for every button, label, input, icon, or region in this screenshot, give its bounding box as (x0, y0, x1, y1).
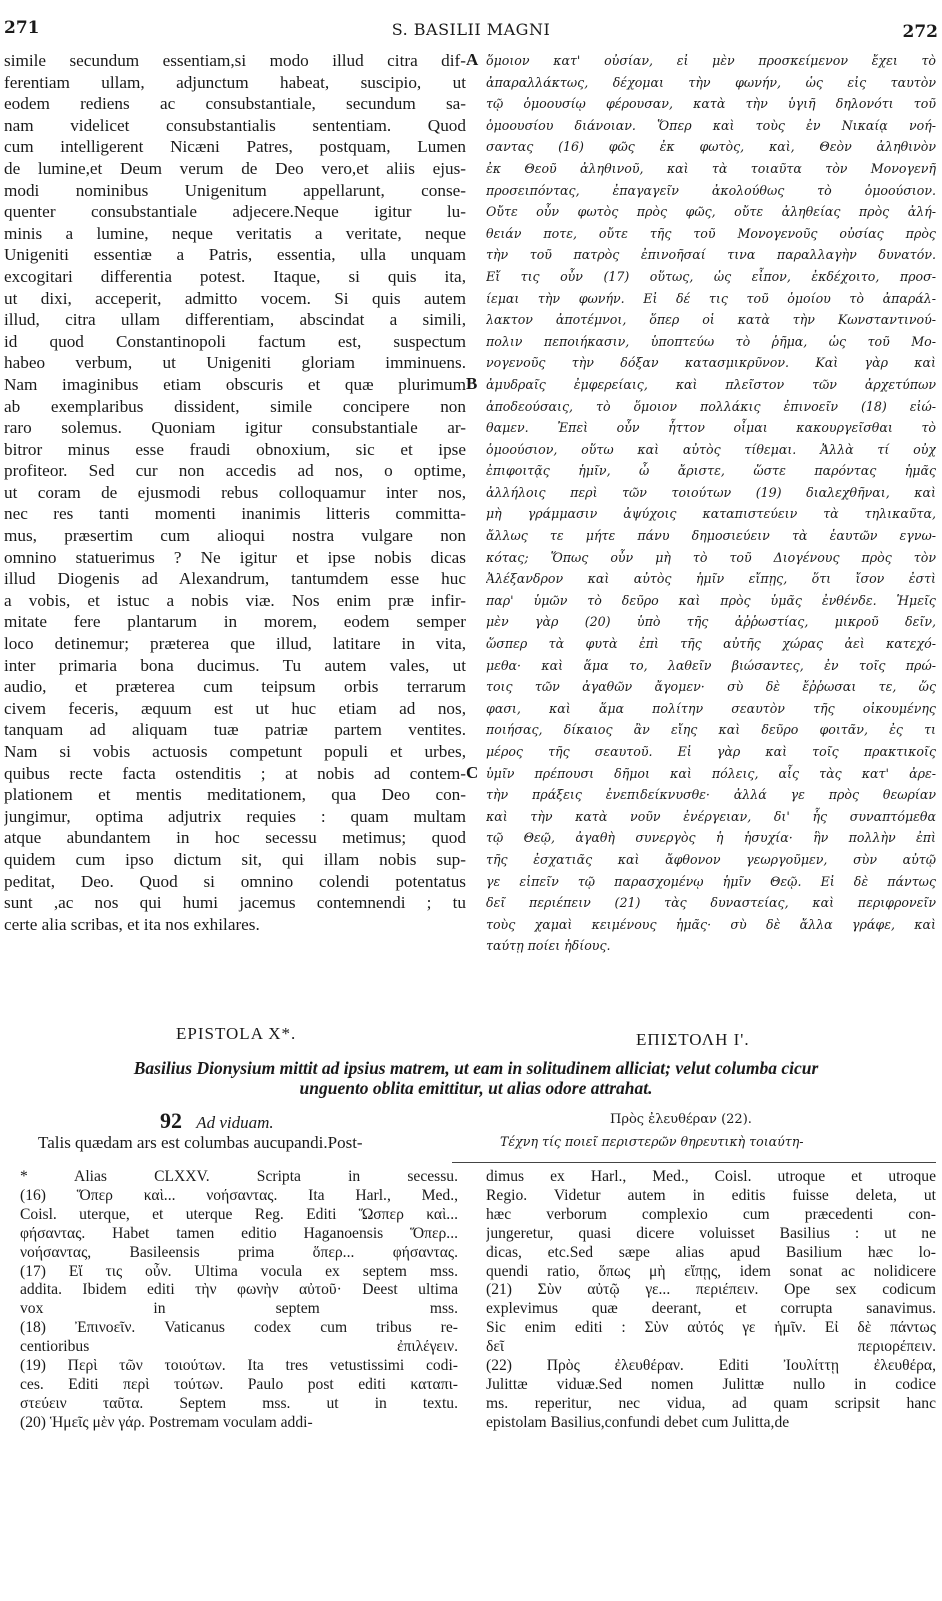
summary-line: unguento oblita emittitur, ut alias odore attrahat. (299, 1078, 653, 1098)
greek-text-line: ἐκ Θεοῦ ἀληθινοῦ, καὶ τὰ τοιαῦτα τὸν Μονογενῆ (486, 160, 936, 176)
greek-text-line: δεῖ περιέπειν (21) τὰς δυναστείας, καὶ περιφρονεῖν (486, 895, 936, 911)
greek-text-line: μὲν γὰρ (20) ὑπὸ τῆς ἀῤῥωστίας, μικροῦ δεῖν, (486, 614, 936, 630)
footnote-line: (16) Ὅπερ καὶ... νοήσαντας. Ita Harl., Med., (20, 1186, 458, 1204)
greek-text-line: ἀπαραλλάκτως, δέχομαι τὴν φωνήν, ὡς εἰς ταυτὸν (486, 74, 936, 90)
latin-epistle-title: EPISTOLA X*. (176, 1024, 297, 1043)
greek-text-line: τῆς ἐσχατιᾶς καὶ ἄφθονον γεωργοῦμεν, σὺν αὐτῷ (486, 851, 936, 867)
latin-text-line: mitate fere plantarum in morem, eodem semper (4, 612, 466, 632)
footnote-line: * Alias CLXXV. Scripta in secessu. (20, 1168, 458, 1185)
latin-text-line: quenter consubstantiale adjecere.Neque igitur lu- (4, 202, 466, 222)
latin-text-line: raro solemus. Quoniam igitur consubstantiale ar- (4, 418, 466, 438)
greek-epistle-title: ΕΠΙΣΤΟΛΗ Ι'. (636, 1030, 750, 1049)
latin-text-line: simile secundum essentiam,si modo illud citra dif- (4, 51, 466, 70)
running-title: S. BASILII MAGNI (391, 20, 551, 39)
latin-column (4, 50, 466, 935)
latin-text-line: Unigeniti essentiæ a Patris, essentia, ulla unquam (4, 245, 466, 265)
latin-text-line: mus, præsertim cum alioqui nostra vulgare non (4, 526, 466, 546)
greek-text-line: γε εἰπεῖν τῷ παρασχομένῳ ἡμῖν Θεῷ. Εἰ δὲ πάντως (486, 873, 936, 889)
page-number-right: 272 (902, 22, 938, 42)
greek-text-line: ἀλλήλοις περὶ τῶν τοιούτων (19) διαλεχθῆναι, καὶ (486, 484, 936, 500)
section-marker-a: A (466, 50, 479, 69)
greek-text-line: τοις τῶν ἀγαθῶν ἄγομεν· σὺ δὲ ἔῤῥωσαι τε, ὥς (486, 679, 936, 695)
footnote-line: centioribus ἐπιλέγειν. (20, 1338, 458, 1356)
greek-text-line: τὴν τοῦ πατρὸς ἐπινοῆσαί τινα παραλλαγὴν δυνατόν. (486, 247, 936, 263)
greek-text-line: ἐπιφοιτᾷς ἡμῖν, ὦ ἄριστε, ὥστε παρόντας ἡμᾶς (486, 463, 936, 479)
latin-text-line: sunt ,ac nos qui humi jacemus contemnendi ; tu (4, 893, 466, 913)
footnote-line: (20) Ἡμεῖς μὲν γάρ. Postremam voculam addi- (20, 1413, 313, 1431)
greek-text-line: μεθα· καὶ ἅμα το, λαθεῖν βιώσαντες, ἐν τοῖς πρώ- (486, 657, 936, 673)
greek-text-line: ἀποδεούσαις, τὸ ὅμοιον πολλάκις ἐπινοεῖν (18) εἰώ- (486, 398, 936, 414)
greek-text-line: νογενοῦς τὴν δόξαν κατασμικρῦνον. Καὶ γὰρ καὶ (486, 355, 936, 371)
greek-subtitle: Πρὸς ἐλευθέραν (22). (610, 1112, 752, 1127)
epistle-addressee: Ad viduam. (196, 1113, 274, 1132)
footnote-line: explevimus quæ deerant, et corrupta sanavimus. (486, 1300, 936, 1318)
latin-text-line: tanquam ad aliquam tuæ patriæ partem ventites. (4, 720, 466, 740)
page-number-left: 271 (4, 18, 40, 38)
footnote-line: Sic enim editi : Σὺν αὐτός γε ἡμῖν. Εἰ δὲ πάντως (486, 1319, 936, 1337)
footnotes-left (20, 1168, 458, 1433)
latin-text-line: cum intelligerent Nicæni Patres, postquam, Lumen (4, 137, 466, 157)
latin-text-line: profiteor. Sed cur non accedis ad nos, o optime, (4, 461, 466, 481)
latin-text-line: quibus recte facta ostenditis ; at nobis ad contem- (4, 763, 466, 783)
epistle-heading (160, 1108, 274, 1134)
latin-text-line: modi nominibus Unigenitum appellarunt, conse- (4, 180, 466, 200)
footnote-line: dimus ex Harl., Med., Coisl. utroque et utroque (486, 1168, 936, 1185)
greek-text-line: προσειπόντας, ἐπαγαγεῖν ἀκολούθως τὸ ὁμοούσιον. (486, 182, 936, 198)
footnote-line: δεῖ περιορέπειν. (486, 1338, 936, 1356)
latin-text-line: excogitari differentia potest. Itaque, si quis ita, (4, 266, 466, 286)
footnote-line: dicas, etc.Sed sæpe alias apud Basilium hæc lo- (486, 1243, 936, 1261)
footnote-line: στεύειν ταῦτα. Septem mss. ut in textu. (20, 1394, 458, 1412)
latin-text-line: civem feceris, æquum est ut huc etiam ad nos, (4, 698, 466, 718)
footnote-line: vox in septem mss. (20, 1300, 458, 1318)
greek-text-line: ὁμοούσιον, οὕτω καὶ αὐτὸς τίθεμαι. Ἀλλὰ τί οὐχ (486, 441, 936, 457)
greek-text-line: μὴ γράμμασιν ἀψύχοις καταπιστεύειν τὰ τηλικαῦτα, (486, 506, 936, 522)
footnote-rule (452, 1162, 936, 1163)
latin-text-line: id quod Constantinopoli factum est, suspectum (4, 331, 466, 351)
footnotes-right (486, 1168, 936, 1433)
greek-text-line: Εἴ τις οὖν (17) οὕτως, ὡς εἶπον, ἐκδέχοιτο, προσ- (486, 268, 936, 284)
latin-text-line: ferentiam ullam, adjunctum habeat, suscipio, ut (4, 72, 466, 92)
latin-text-line: ut coram de ejusmodi rebus colloquamur inter nos, (4, 482, 466, 502)
greek-text-line: τὴν πράξεις ἐνεπιδείκνυσθε· ἀλλά γε πρὸς θεωρίαν (486, 787, 936, 803)
footnote-line: φήσαντας. Habet tamen editio Haganoensis Ὅπερ... (20, 1224, 458, 1242)
footnote-line: (21) Σὺν αὐτῷ γε... περιέπειν. Ope sex codicum (486, 1281, 936, 1299)
latin-text-line: ab exemplaribus dissident, simile concipere non (4, 396, 466, 416)
latin-text-line: bitror minus esse fraudi obnoxium, sic et ipse (4, 439, 466, 459)
footnote-line: epistolam Basilius,confundi debet cum Julitta,de (486, 1413, 790, 1431)
latin-incipit: Talis quædam ars est columbas aucupandi.Post- (38, 1133, 363, 1152)
greek-text-line: ἄλλως τε μήτε πάνυ δημοσιεύειν τὰ ἑαυτῶν εγνω- (486, 528, 936, 544)
greek-text-line: πολιν πεποιήκασιν, ὑποπτεύω τὸ ῥῆμα, ὡς τοῦ Μο- (486, 333, 936, 349)
greek-text-line: ἀμυδραῖς ἐμφερείαις, καὶ πλεῖστον τῶν ἀρχετύπων (486, 376, 936, 392)
latin-text-line: Nam imaginibus etiam obscuris et quæ plurimum (4, 374, 466, 394)
latin-text-line: minis a lumine, neque veritatis a veritate, neque (4, 223, 466, 243)
footnote-line: hæc verborum complexio cum præcedenti con- (486, 1205, 936, 1223)
latin-text-line: jungimur, optima adjutrix requies : quam multam (4, 806, 466, 826)
latin-text-line: illud Diogenis ad Alexandrum, tantumdem esse huc (4, 569, 466, 589)
running-header (0, 18, 942, 42)
greek-text-line: παρ' ὑμῶν τὸ δεῦρο καὶ πρὸς ὑμᾶς ἐνθένδε. Ἡμεῖς (486, 592, 936, 608)
epistle-summary (36, 1058, 916, 1098)
latin-text-line: eodem rediens ac consubstantiale, secundum sa- (4, 94, 466, 114)
footnote-line: ces. Editi περὶ τούτων. Paulo post editi καταπι- (20, 1375, 458, 1393)
greek-text-line: ποιήσας, δίκαιος ἂν εἴης καὶ δεῦρο φοιτᾶν, ἐς τι (486, 722, 936, 738)
latin-text-line: loco detinemur; præterea que illud, latitare in vita, (4, 634, 466, 654)
greek-text-line: τοὺς χαμαὶ κειμένους ἡμᾶς· σὺ δὲ ἄλλα γράφε, καὶ (486, 916, 936, 932)
latin-text-line: plationem et mentis meditationem, qua Deo con- (4, 785, 466, 805)
latin-text-line: de lumine,et Deum verum de Deo vero,et aliis ejus- (4, 158, 466, 178)
greek-text-line: ὅμοιον κατ' οὐσίαν, εἰ μὲν προσκείμενον ἔχει τὸ (486, 53, 936, 68)
greek-text-line: σαντας (16) φῶς ἐκ φωτὸς, καὶ, Θεὸν ἀληθινὸν (486, 139, 936, 155)
footnote-line: (18) Ἐπινοεῖν. Vaticanus codex cum tribus re- (20, 1319, 458, 1337)
greek-text-line: τῷ ὁμοουσίῳ φέρουσαν, κατὰ τὴν ὑγιῆ δηλονότι τοῦ (486, 96, 936, 112)
latin-text-line: inter primaria bona ducimus. Tu autem vales, ut (4, 655, 466, 675)
latin-text-line: peditat, Deo. Quod si omnino colendi potentatus (4, 871, 466, 891)
greek-text-line: Οὔτε οὖν φωτὸς πρὸς φῶς, οὔτε ἀληθείας πρὸς ἀλή- (486, 204, 936, 220)
latin-text-line: omnino statuerimus ? Ne igitur et ipse nobis dicas (4, 547, 466, 567)
greek-text-line: κότας; Ὅπως οὖν μὴ τὸ τοῦ Διογένους πρὸς τὸν (486, 549, 936, 565)
footnote-line: νοήσαντας, Basileensis prima ὅπερ... φήσαντας. (20, 1243, 458, 1261)
latin-text-line: illud, citra ullam differentiam, abscindat a simili, (4, 310, 466, 330)
greek-text-line: ὥσπερ τὰ φυτὰ ἐπὶ τῆς αὐτῆς χώρας ἀεὶ κατεχό- (486, 636, 936, 652)
greek-text-line: τῷ Θεῷ, ἀγαθὴ συνεργὸς ἡ ἡσυχία· ἣν πολλὴν ἐπὶ (486, 830, 936, 846)
section-marker-b: B (466, 374, 478, 393)
greek-text-line: φασι, καὶ ἅμα πολίτην σεαυτὸν τῆς οἰκουμένης (486, 700, 936, 716)
greek-text-line: καὶ τὴν κατὰ νοῦν ἐνέργειαν, δι' ἧς συναπτόμεθα (486, 808, 936, 824)
latin-text-line: a vobis, et istuc a nobis viæ. Nos enim præ infir- (4, 590, 466, 610)
greek-incipit: Τέχνη τίς ποιεῖ περιστερῶν θηρευτικὴ τοιαύτη- (500, 1134, 804, 1149)
footnote-line: (17) Εἴ τις οὖν. Ultima vocula ex septem mss. (20, 1262, 458, 1280)
latin-text-line: nam videlicet consubstantialis sententiam. Quod (4, 115, 466, 135)
latin-text-line: atque abundantem in hoc secessu metimus; quod (4, 828, 466, 848)
greek-text-line: μέρος τῆς σεαυτοῦ. Εἰ γὰρ καὶ τοῖς πρακτικοῖς (486, 744, 936, 759)
latin-text-line: ut dixi, acceperit, admitto vocem. Si quis autem (4, 288, 466, 308)
footnote-line: quendi ratio, ὅπως μὴ εἴπῃς, idem sonat ac nolidicere (486, 1262, 936, 1280)
footnote-line: Julittæ viduæ.Sed nomen Julittæ nullo in codice (486, 1375, 936, 1393)
greek-text-line: λακτον ἀποτέμνοι, ὅπερ οἱ κατὰ τὴν Κωνσταντινού- (486, 312, 936, 328)
latin-text-line: certe alia scribas, et ita nos exhilares. (4, 914, 260, 934)
footnote-line: Regio. Videtur autem in editis fuisse deleta, ut (486, 1186, 936, 1204)
greek-text-line: ὑμῖν πρέπουσι δῆμοι καὶ πόλεις, αἷς τὰς κατ' ἀρε- (486, 765, 936, 781)
greek-column (486, 50, 936, 957)
greek-text-line: θειάν ποτε, οὔτε τῆς τοῦ Μονογενοῦς οὐσίας πρὸς (486, 225, 936, 241)
latin-text-line: audio, et præterea cum teipsum orbis terrarum (4, 677, 466, 697)
latin-text-line: habeo verbum, ut Unigeniti gloriam imminuens. (4, 353, 466, 373)
greek-text-line: ταύτῃ ποίει ἡδίους. (486, 938, 611, 954)
footnote-line: (22) Πρὸς ἐλευθέραν. Editi Ἰουλίττῃ ἐλευθέρα, (486, 1357, 936, 1375)
footnote-line: jungeretur, quasi dicere voluisset Basilius : ut ne (486, 1224, 936, 1242)
footnote-line: Coisl. uterque, et uterque Reg. Editi Ὥσπερ καὶ... (20, 1205, 458, 1223)
latin-text-line: quidem cum ipso dictum sit, qui illam nobis sup- (4, 849, 466, 869)
footnote-line: ms. reperitur, nec vidua, ad quam scripsit hanc (486, 1394, 936, 1412)
footnote-line: (19) Περὶ τῶν τοιούτων. Ita tres vetustissimi codi- (20, 1357, 458, 1375)
latin-text-line: Nam si vobis actuosis competunt populi et urbes, (4, 742, 466, 761)
epistle-number: 92 (160, 1108, 182, 1133)
latin-text-line: nec res tanti momenti inanimis litteris committa- (4, 504, 466, 524)
summary-line: Basilius Dionysium mittit ad ipsius matrem, ut eam in solitudinem alliciat; velut columba cicur (133, 1058, 819, 1078)
section-marker-c: C (466, 763, 479, 782)
footnote-line: addita. Ibidem editi τὴν φωνὴν αὐτοῦ· Deest ultima (20, 1281, 458, 1299)
greek-text-line: ίεμαι τὴν φωνήν. Εἰ δέ τις τοῦ ὁμοίου τὸ ἀπαράλ- (486, 290, 936, 306)
greek-text-line: Ἀλέξανδρον καὶ αὐτὸς ἡμῖν εἴπῃς, ὅτι ἴσον ἐστὶ (486, 571, 936, 587)
greek-text-line: θαμεν. Ἐπεὶ οὖν ἧττον οἶμαι κακουργεῖσθαι τὸ (486, 420, 936, 436)
greek-text-line: ὁμοουσίου διάνοιαν. Ὅπερ καὶ τοὺς ἐν Νικαίᾳ νοή- (486, 117, 936, 133)
